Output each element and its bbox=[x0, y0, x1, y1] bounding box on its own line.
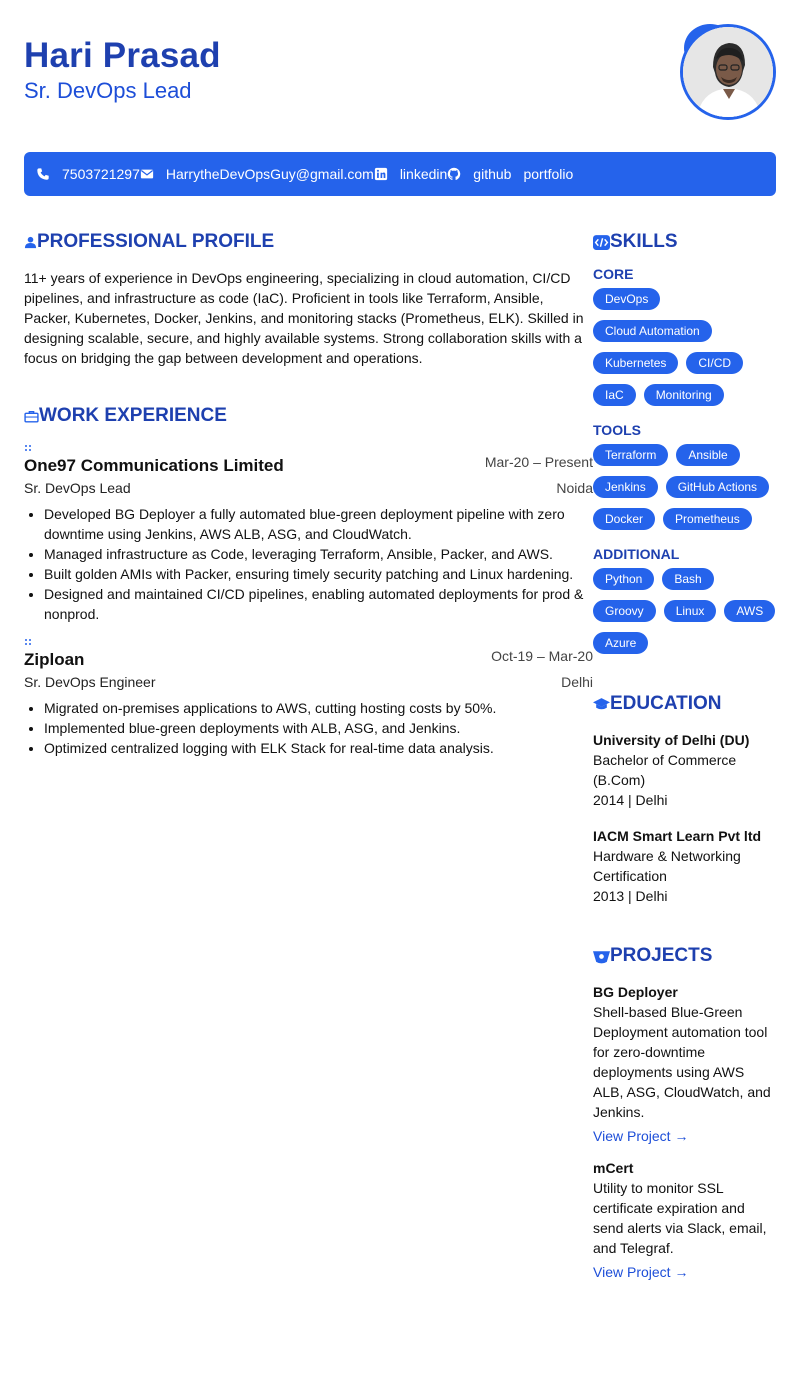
skill-chip: Kubernetes bbox=[593, 352, 678, 374]
section-education bbox=[593, 692, 776, 716]
project-item bbox=[593, 982, 776, 1146]
section-work-experience bbox=[24, 404, 593, 428]
education-degree: Hardware & Networking Certification bbox=[593, 848, 741, 884]
view-project-link[interactable]: View Project → bbox=[593, 1128, 689, 1144]
job-location: Delhi bbox=[561, 674, 593, 690]
skill-group-title: CORE bbox=[593, 266, 634, 282]
skill-chip: Linux bbox=[664, 600, 717, 622]
skill-chip: Prometheus bbox=[663, 508, 752, 530]
linkedin-icon bbox=[374, 167, 388, 181]
skill-chip: Azure bbox=[593, 632, 648, 654]
github-icon bbox=[447, 167, 461, 181]
skill-chip: IaC bbox=[593, 384, 636, 406]
view-project-link[interactable]: View Project → bbox=[593, 1264, 689, 1280]
education-institution: IACM Smart Learn Pvt ltd bbox=[593, 828, 762, 844]
education-meta: 2014 | Delhi bbox=[593, 792, 668, 808]
code-icon bbox=[593, 235, 610, 250]
education-item bbox=[593, 730, 776, 810]
rocket-icon bbox=[593, 949, 610, 964]
phone-icon bbox=[36, 167, 50, 181]
phone-link[interactable] bbox=[36, 166, 140, 182]
skill-group-core bbox=[593, 266, 776, 406]
sidebar-column bbox=[593, 230, 776, 1282]
dots-icon bbox=[24, 638, 32, 646]
skill-chip: Monitoring bbox=[644, 384, 724, 406]
job-subheader bbox=[24, 674, 593, 690]
project-description: Utility to monitor SSL certificate expiration and send alerts via Slack, email, and Telegraf. bbox=[593, 1180, 767, 1256]
skills-heading: SKILLS bbox=[610, 231, 678, 252]
skill-group-tools bbox=[593, 422, 776, 530]
skill-chip: DevOps bbox=[593, 288, 660, 310]
job-header bbox=[24, 456, 593, 476]
education-heading: EDUCATION bbox=[610, 693, 722, 714]
candidate-title: Sr. DevOps Lead bbox=[24, 78, 192, 103]
company-name: One97 Communications Limited bbox=[24, 456, 284, 475]
portfolio-link[interactable] bbox=[523, 166, 573, 182]
skill-chip: Docker bbox=[593, 508, 655, 530]
section-professional-profile bbox=[24, 230, 593, 254]
job-entry bbox=[24, 456, 593, 624]
education-item bbox=[593, 826, 776, 906]
project-name: BG Deployer bbox=[593, 984, 678, 1000]
job-dates: Oct-19 – Mar-20 bbox=[491, 648, 593, 664]
education-institution: University of Delhi (DU) bbox=[593, 732, 750, 748]
job-bullet: • Managed infrastructure as Code, leveraging Terraform, Ansible, Packer, and AWS. bbox=[44, 544, 593, 564]
project-item bbox=[593, 1158, 776, 1282]
skill-chip: Groovy bbox=[593, 600, 656, 622]
job-location: Noida bbox=[556, 480, 593, 496]
company-name: Ziploan bbox=[24, 650, 85, 669]
skill-chip: AWS bbox=[724, 600, 775, 622]
job-subheader bbox=[24, 480, 593, 496]
avatar bbox=[680, 24, 776, 120]
linkedin-label: linkedin bbox=[399, 166, 448, 182]
job-bullet: • Implemented blue-green deployments with ALB, ASG, and Jenkins. bbox=[44, 718, 593, 738]
skill-chips bbox=[593, 444, 776, 530]
skill-chips bbox=[593, 568, 776, 654]
email-link[interactable] bbox=[140, 166, 374, 182]
avatar-photo-icon bbox=[683, 27, 773, 117]
job-dates: Mar-20 – Present bbox=[484, 454, 593, 470]
experience-heading: WORK EXPERIENCE bbox=[39, 405, 227, 426]
skill-chip: CI/CD bbox=[686, 352, 743, 374]
candidate-name: Hari Prasad bbox=[24, 36, 221, 75]
skill-chip: Cloud Automation bbox=[593, 320, 712, 342]
education-meta: 2013 | Delhi bbox=[593, 888, 668, 904]
resume-page bbox=[24, 0, 776, 1280]
job-role: Sr. DevOps Lead bbox=[24, 480, 131, 496]
graduation-cap-icon bbox=[593, 697, 610, 712]
project-name: mCert bbox=[593, 1160, 634, 1176]
projects-heading: PROJECTS bbox=[610, 945, 713, 966]
skill-chip: Python bbox=[593, 568, 654, 590]
section-skills bbox=[593, 230, 776, 254]
job-bullet: • Developed BG Deployer a fully automated blue-green deployment pipeline with zero downtime using Jenkins, AWS ALB, ASG, and CloudWatch. bbox=[44, 504, 593, 544]
resume-header bbox=[24, 0, 776, 140]
job-bullet: • Migrated on-premises applications to AWS, cutting hosting costs by 50%. bbox=[44, 698, 593, 718]
education-degree: Bachelor of Commerce (B.Com) bbox=[593, 752, 737, 788]
job-entry bbox=[24, 650, 593, 758]
job-header bbox=[24, 650, 593, 670]
skill-chip: Terraform bbox=[593, 444, 668, 466]
portfolio-label: portfolio bbox=[523, 166, 574, 182]
job-bullets bbox=[24, 698, 593, 758]
contact-bar bbox=[24, 152, 776, 196]
job-bullet: • Designed and maintained CI/CD pipelines, enabling automated deployments for prod & nonprod. bbox=[44, 584, 593, 624]
skill-group-title: TOOLS bbox=[593, 422, 641, 438]
skill-group-title: ADDITIONAL bbox=[593, 546, 680, 562]
dots-icon bbox=[24, 444, 32, 452]
profile-heading: PROFESSIONAL PROFILE bbox=[37, 231, 275, 252]
skill-chip: Jenkins bbox=[593, 476, 658, 498]
github-link[interactable] bbox=[447, 166, 511, 182]
email-address: HarrytheDevOpsGuy@gmail.com bbox=[165, 166, 374, 182]
phone-number: 7503721297 bbox=[62, 166, 140, 182]
user-icon bbox=[24, 236, 37, 249]
briefcase-icon bbox=[24, 409, 39, 424]
skill-chip: Bash bbox=[662, 568, 713, 590]
skill-chips bbox=[593, 288, 776, 406]
main-column bbox=[24, 230, 593, 758]
job-bullets bbox=[24, 504, 593, 624]
project-description: Shell-based Blue-Green Deployment automation tool for zero-downtime deployments using AWS ALB, ASG, CloudWatch, and Jenkins. bbox=[593, 1004, 771, 1120]
skill-chip: Ansible bbox=[676, 444, 739, 466]
envelope-icon bbox=[140, 167, 154, 181]
job-bullet: • Built golden AMIs with Packer, ensuring timely security patching and Linux hardening. bbox=[44, 564, 593, 584]
skill-chip: GitHub Actions bbox=[666, 476, 769, 498]
github-label: github bbox=[473, 166, 512, 182]
linkedin-link[interactable] bbox=[374, 166, 447, 182]
job-role: Sr. DevOps Engineer bbox=[24, 674, 156, 690]
section-projects bbox=[593, 944, 776, 968]
skill-group-additional bbox=[593, 546, 776, 654]
job-bullet: • Optimized centralized logging with ELK Stack for real-time data analysis. bbox=[44, 738, 593, 758]
profile-summary: 11+ years of experience in DevOps engineering, specializing in cloud automation, CI/CD pipelines, and infrastructure as code (IaC). Proficient in tools like Terraform, Ansible, Packer, Kubernetes, Docker, Jenkins, and monitoring stacks (Prometheus, ELK). Skilled in designing scalable, secure, and highly available systems. Strong collaboration skills with a focus on bridging the gap between development and operations. bbox=[24, 270, 584, 366]
